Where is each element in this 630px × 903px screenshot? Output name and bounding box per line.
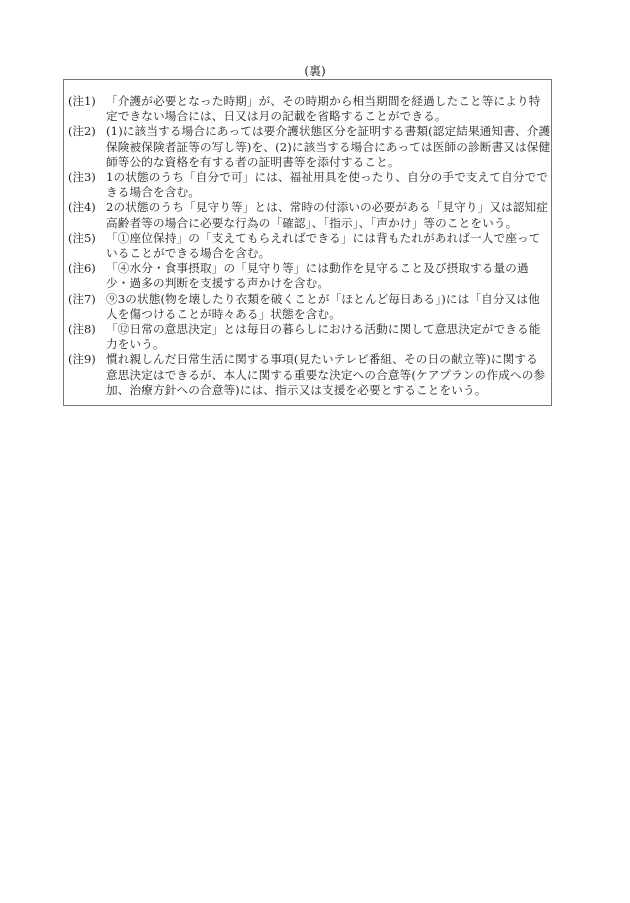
note-text [106,124,550,170]
note-item [68,292,550,322]
page-side-title: (裏) [304,64,326,78]
note-text-line: 師等公的な資格を有する者の証明書等を添付すること。 [106,154,400,169]
notes-list [68,94,550,398]
note-text-line: 意思決定はできるが、本人に関する重要な決定への合意等(ケアプランの作成への参 [106,367,546,382]
note-label: (注6) [68,261,96,276]
note-text [106,231,541,261]
note-text-line: (1)に該当する場合にあっては要介護状態区分を証明する書類(認定結果通知書、介護 [106,124,551,139]
note-text-line: 人を傷つけることが時々ある」状態を含む。 [106,306,341,321]
note-label: (注7) [68,291,96,306]
note-text-line: いることができる場合を含む。 [106,246,271,261]
note-text-line: 力をいう。 [106,337,165,352]
note-text-line: ⑨3の状態(物を壊したり衣類を破くことが「ほとんど毎日ある」)には「自分又は他 [106,291,540,306]
note-item [68,261,550,291]
note-text [106,261,529,291]
note-item [68,322,550,352]
note-item [68,200,550,230]
note-label: (注1) [68,94,96,108]
note-text-line: 「①座位保持」の「支えてもらえればできる」には背もたれがあれば一人で座って [106,230,541,245]
note-text-line: 2の状態のうち「見守り等」とは、常時の付添いの必要がある「見守り」又は認知症 [106,200,549,215]
note-item [68,94,550,124]
note-text-line: 定できない場合には、日又は月の記載を省略することができる。 [106,109,447,124]
note-text [106,352,545,398]
note-item [68,170,550,200]
note-text-line: 「④水分・食事摂取」の「見守り等」には動作を見守ること及び摂取する量の過 [106,261,529,276]
note-label: (注9) [68,352,96,367]
note-item [68,124,550,170]
note-text-line: 少・過多の判断を支援する声かけを含む。 [106,276,330,291]
note-text-line: 1の状態のうち「自分で可」には、福祉用具を使ったり、自分の手で支えて自分でで [106,170,549,185]
note-item [68,231,550,261]
note-text-line: 加、治療方針への合意等)には、指示又は支援を必要とすることをいう。 [106,382,487,397]
note-label: (注8) [68,322,96,337]
note-label: (注4) [68,200,96,215]
note-text [106,322,541,352]
note-text-line: 「⑫日常の意思決定」とは毎日の暮らしにおける活動に関して意思決定ができる能 [106,322,541,337]
note-label: (注2) [68,124,96,139]
note-text-line: 高齢者等の場合に必要な行為の「確認」、「指示」、「声かけ」等のことをいう。 [106,215,518,230]
note-text-line: 慣れ親しんだ日常生活に関する事項(見たいテレビ番組、その日の献立等)に関する [106,352,538,367]
note-label: (注3) [68,170,96,185]
note-text [106,94,541,124]
note-item [68,352,550,398]
note-text [106,170,548,200]
note-text [106,200,548,230]
note-label: (注5) [68,230,96,245]
note-text-line: 「介護が必要となった時期」が、その時期から相当期間を経過したこと等により特 [106,94,541,108]
note-text-line: 保険被保険者証等の写し等)を、(2)に該当する場合にあっては医師の診断書又は保健 [106,139,551,154]
notes-box [63,79,552,406]
note-text-line: きる場合を含む。 [106,185,200,200]
note-text [106,292,540,322]
